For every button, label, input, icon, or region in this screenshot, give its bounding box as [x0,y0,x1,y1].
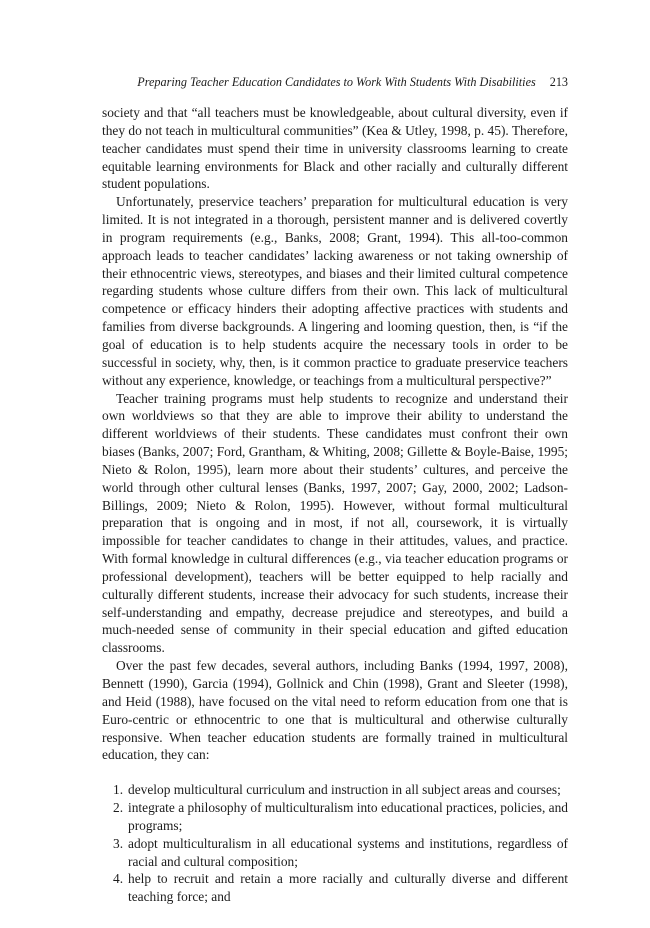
page-number: 213 [549,75,568,89]
paragraph: Over the past few decades, several authors, including Banks (1994, 1997, 2008), Bennett (1990), Garcia (1994), Gollnick and Chin (1998), Grant and Sleeter (1998), and Heid (1988), have focused on the vital need to reform education from one that is Euro-centric or ethnocentric to one that is multicultural and otherwise culturally responsive. When teacher education students are formally trained in multicultural education, they can: [102,658,568,763]
body-text [102,104,568,906]
list-item-text: help to recruit and retain a more racially and culturally diverse and different teaching force; and [128,871,568,905]
list-item [102,835,568,871]
running-head-title: Preparing Teacher Education Candidates to Work With Students With Disabilities [137,75,536,89]
list-item [102,781,568,799]
running-head [102,75,568,90]
list-item [102,799,568,835]
list-item-number: 3. [113,835,124,851]
list-item-number: 4. [113,871,124,887]
paragraph: Teacher training programs must help students to recognize and understand their own worldviews so that they are able to improve their ability to understand the different worldviews of their students. These candidates must confront their own biases (Banks, 2007; Ford, Grantham, & Whiting, 2008; Gillette & Boyle-Baise, 1995; Nieto & Rolon, 1995), learn more about their students’ cultures, and perceive the world through other cultural lenses (Banks, 1997, 2007; Gay, 2000, 2002; Ladson-Billings, 2009; Nieto & Rolon, 1995). However, without formal multicultural preparation that is ongoing and in most, if not all, coursework, it is virtually impossible for teacher candidates to change in their attitudes, values, and practice. With formal knowledge in cultural differences (e.g., via teacher education programs or professional development), teachers will be better equipped to help racially and culturally different students, increase their advocacy for such students, increase their self-understanding and empathy, decrease prejudice and stereotypes, and build a much-needed sense of community in their special education and gifted education classrooms. [102,390,568,656]
paragraph: Unfortunately, preservice teachers’ preparation for multicultural education is very limited. It is not integrated in a thorough, persistent manner and is delivered covertly in program requirements (e.g., Banks, 2008; Grant, 1994). This all-too-common approach leads to teacher candidates’ lacking awareness or not taking ownership of their ethnocentric views, stereotypes, and biases and their limited cultural competence regarding students whose culture differs from their own. This lack of multicultural competence or efficacy hinders their adopting affective practices with students and families from diverse backgrounds. A lingering and looming question, then, is “if the goal of education is to help students acquire the necessary tools in order to be successful in society, why, then, is it common practice to graduate preservice teachers without any experience, knowledge, or teachings from a multicultural perspective?” [102,194,568,388]
list-item-number: 1. [113,782,124,798]
list-item [102,870,568,906]
list-item-text: adopt multiculturalism in all educational systems and institutions, regardless of racial and cultural composition; [128,835,568,869]
paragraph: society and that “all teachers must be knowledgeable, about cultural diversity, even if they do not teach in multicultural communities” (Kea & Utley, 1998, p. 45). Therefore, teacher candidates must spend their time in university classrooms learning to create equitable learning environments for Black and other racially and culturally different student populations. [102,105,568,192]
list-item-number: 2. [113,800,124,816]
numbered-list [102,781,568,906]
list-item-text: develop multicultural curriculum and instruction in all subject areas and courses; [128,782,561,798]
list-item-text: integrate a philosophy of multiculturalism into educational practices, policies, and programs; [128,800,568,833]
